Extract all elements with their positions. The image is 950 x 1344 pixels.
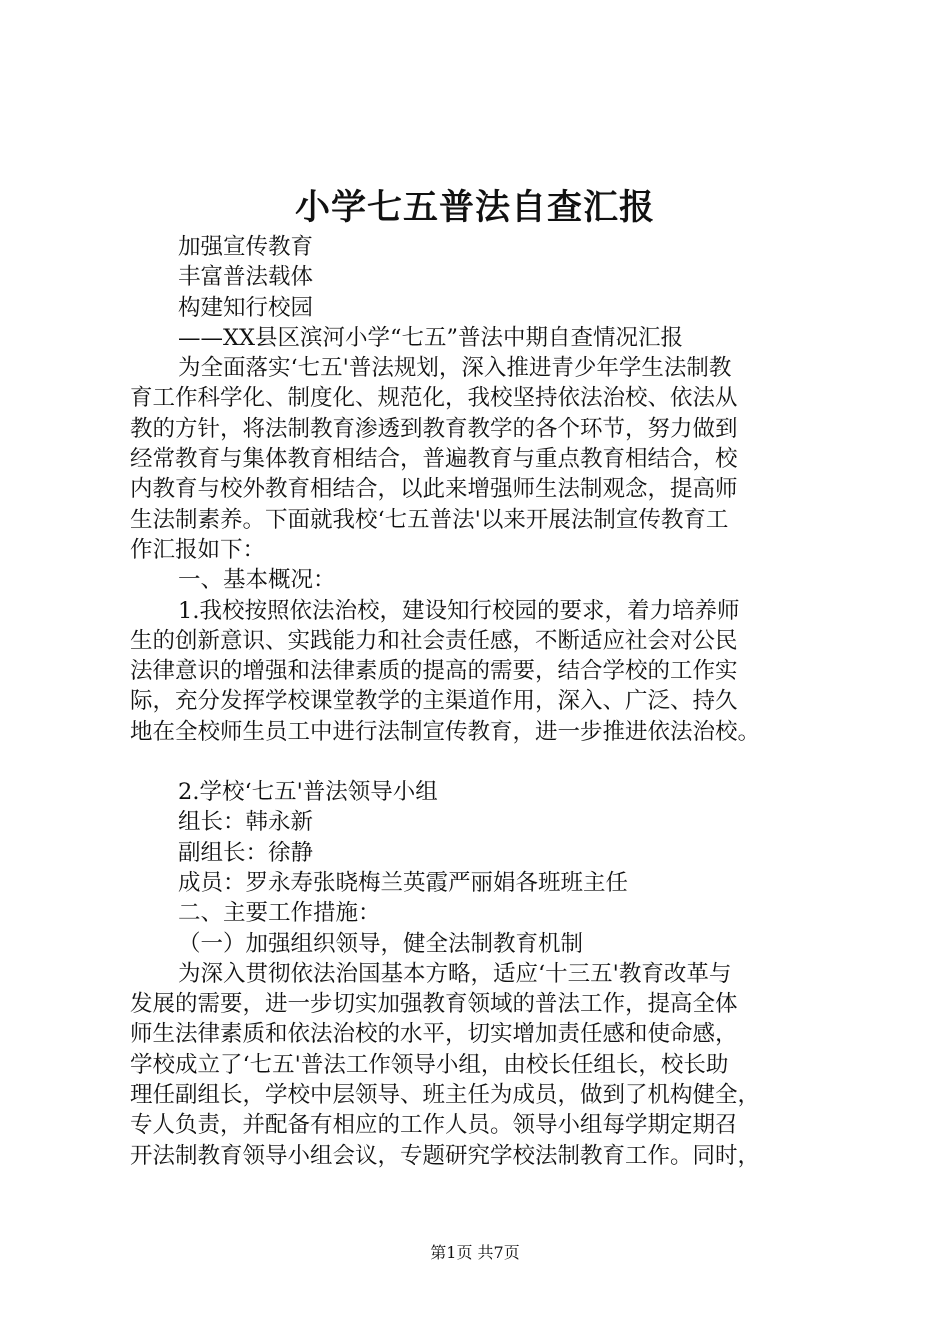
text-line: 育工作科学化、制度化、规范化，我校坚持依法治校、依法从 bbox=[130, 385, 738, 412]
text-line: 为全面落实‘七五'普法规划，深入推进青少年学生法制教 bbox=[178, 355, 732, 382]
text-line: 学校成立了‘七五'普法工作领导小组，由校长任组长，校长助 bbox=[130, 1051, 729, 1078]
page-footer: 第1页 共7页 bbox=[430, 1243, 520, 1262]
text-line: 生法制素养。下面就我校‘七五普法'以来开展法制宣传教育工 bbox=[130, 506, 729, 533]
text-line: 师生法律素质和依法治校的水平，切实增加责任感和使命感， bbox=[130, 1021, 738, 1048]
text-line: 法律意识的增强和法律素质的提高的需要，结合学校的工作实 bbox=[130, 658, 738, 685]
text-line: 组长：韩永新 bbox=[178, 809, 314, 836]
section-heading: 一、基本概况： bbox=[178, 567, 336, 594]
document-body bbox=[130, 232, 830, 1171]
text-line: 开法制教育领导小组会议，专题研究学校法制教育工作。同时， bbox=[130, 1142, 761, 1169]
text-line: 作汇报如下： bbox=[130, 536, 266, 563]
text-line: 发展的需要，进一步切实加强教育领域的普法工作，提高全体 bbox=[130, 991, 738, 1018]
paragraph-gap bbox=[130, 747, 830, 777]
text-line: 生的创新意识、实践能力和社会责任感，不断适应社会对公民 bbox=[130, 627, 738, 654]
text-line: 为深入贯彻依法治国基本方略，适应‘十三五'教育改革与 bbox=[178, 960, 732, 987]
text-line: 丰富普法载体 bbox=[178, 264, 314, 291]
text-line: 地在全校师生员工中进行法制宣传教育，进一步推进依法治校。 bbox=[130, 718, 761, 745]
text-line: 2.学校‘七五'普法领导小组 bbox=[178, 779, 438, 806]
page-title: 小学七五普法自查汇报 bbox=[294, 187, 655, 228]
text-line: 专人负责，并配备有相应的工作人员。领导小组每学期定期召 bbox=[130, 1112, 738, 1139]
text-line: 成员：罗永寿张晓梅兰英霞严丽娟各班班主任 bbox=[178, 869, 629, 896]
text-line: 副组长：徐静 bbox=[178, 839, 314, 866]
section-heading: 二、主要工作措施： bbox=[178, 900, 381, 927]
text-line: 理任副组长，学校中层领导、班主任为成员，做到了机构健全， bbox=[130, 1082, 761, 1109]
text-line: 经常教育与集体教育相结合，普遍教育与重点教育相结合，校 bbox=[130, 446, 738, 473]
text-line: 际，充分发挥学校课堂教学的主渠道作用，深入、广泛、持久 bbox=[130, 688, 738, 715]
text-line: 内教育与校外教育相结合，以此来增强师生法制观念，提高师 bbox=[130, 476, 738, 503]
text-line: 加强宣传教育 bbox=[178, 234, 314, 260]
subsection-heading: （一）加强组织领导，健全法制教育机制 bbox=[178, 930, 584, 957]
text-line: 1.我校按照依法治校，建设知行校园的要求，着力培养师 bbox=[178, 597, 740, 624]
text-line: 教的方针，将法制教育渗透到教育教学的各个环节，努力做到 bbox=[130, 415, 738, 442]
text-line: 构建知行校园 bbox=[178, 294, 314, 321]
subtitle-line: ——XX县区滨河小学“七五”普法中期自查情况汇报 bbox=[178, 324, 684, 351]
